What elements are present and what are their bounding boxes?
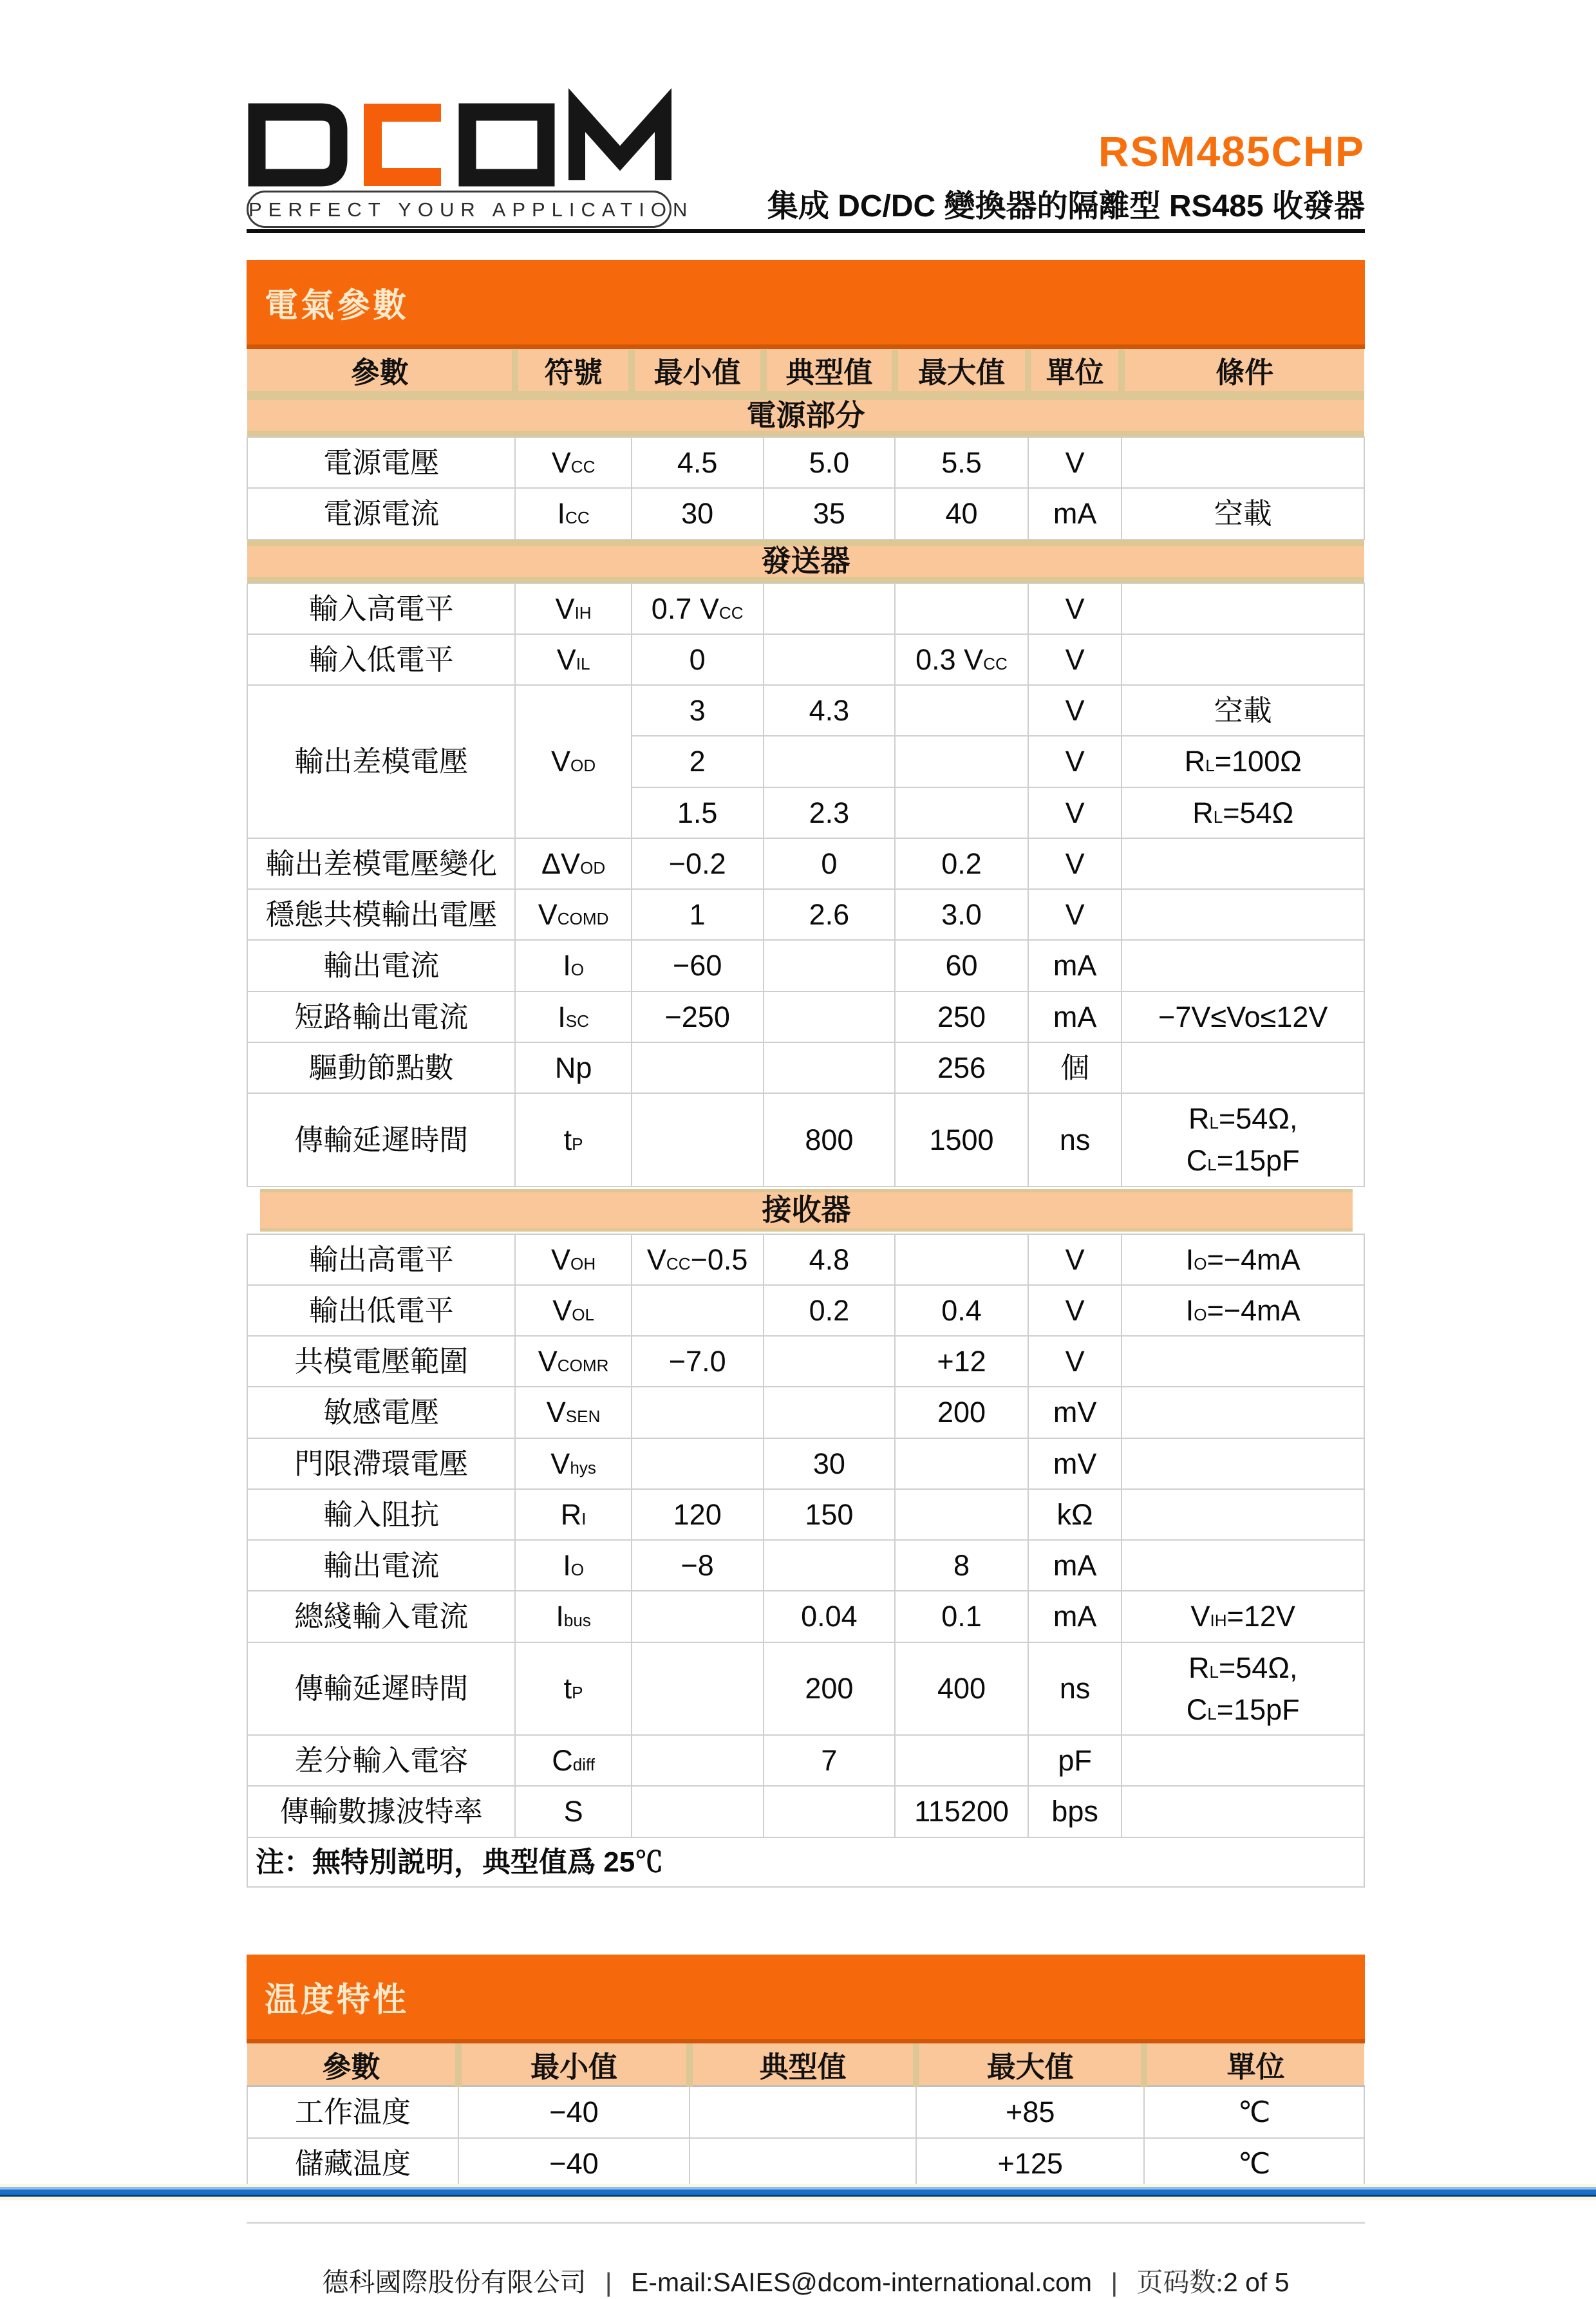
cell: 1500 (895, 1093, 1028, 1187)
header-right (767, 127, 1365, 228)
cell (632, 1042, 764, 1093)
cell: $R_I$ (515, 1489, 631, 1540)
electrical-title: 電氣參數 (265, 287, 409, 324)
cell: mA (1028, 940, 1122, 991)
electrical-table (247, 349, 1365, 1888)
table-row (247, 1336, 1364, 1387)
cell: 7 (764, 1735, 896, 1786)
cell: 40 (895, 488, 1028, 539)
table-row (247, 2138, 1364, 2189)
table-row (247, 1786, 1364, 1837)
cell: mA (1028, 1540, 1122, 1591)
footer-company: 德科國際股份有限公司 (322, 2267, 587, 2297)
footer-separator: | (605, 2267, 612, 2297)
cell (764, 1387, 896, 1438)
cell: $R_L=54\Omega$, $C_L=15pF$ (1122, 1093, 1364, 1187)
cell (895, 1438, 1028, 1489)
cell: ℃ (1144, 2138, 1364, 2189)
cell: $I_O=-4mA$ (1122, 1285, 1364, 1336)
cell: $V_{CC}$ (515, 437, 631, 488)
footer (247, 2261, 1365, 2299)
logo-letter-o (467, 112, 546, 178)
cell (764, 1336, 896, 1387)
table-note: 注：無特別説明，典型值爲 25℃ (247, 1837, 1364, 1888)
cell: 1 (632, 889, 764, 940)
table-row (247, 1387, 1364, 1438)
column-header: 單位 (1028, 349, 1122, 393)
table-row (247, 685, 1364, 736)
cell (895, 1735, 1028, 1786)
cell: 輸入阻抗 (247, 1489, 515, 1540)
cell: −40 (458, 2138, 690, 2189)
cell (895, 583, 1028, 634)
cell: −0.2 (632, 838, 764, 889)
cell: 8 (895, 1540, 1028, 1591)
page-title: 集成 DC/DC 變換器的隔離型 RS485 收發器 (767, 189, 1365, 223)
cell: 電源電流 (247, 488, 515, 539)
cell: +85 (916, 2087, 1144, 2138)
cell: $V_{CC}-0.5$ (632, 1234, 764, 1285)
page-content (247, 0, 1365, 2299)
cell: V (1028, 583, 1122, 634)
cell: 個 (1028, 1042, 1122, 1093)
cell: ns (1028, 1093, 1122, 1187)
cell: 0.04 (764, 1591, 896, 1642)
cell: $I_{bus}$ (515, 1591, 631, 1642)
cell (1122, 1042, 1364, 1093)
cell: 200 (895, 1387, 1028, 1438)
footer-email-label: E-mail: (630, 2267, 713, 2297)
cell: $t_P$ (515, 1642, 631, 1736)
cell: 電源電壓 (247, 437, 515, 488)
cell: S (515, 1786, 631, 1837)
cell: bps (1028, 1786, 1122, 1837)
cell: mA (1028, 488, 1122, 539)
cell: 穩態共模輸出電壓 (247, 889, 515, 940)
column-header-row (247, 2043, 1364, 2087)
cell: $\Delta V_{OD}$ (515, 838, 631, 889)
cell (1122, 940, 1364, 991)
cell: mV (1028, 1387, 1122, 1438)
logo-letter-m (577, 110, 663, 180)
cell: V (1028, 685, 1122, 736)
section-banner: 電源部分 (247, 393, 1364, 438)
table-row (247, 488, 1364, 539)
cell (632, 1642, 764, 1736)
cell: 空載 (1122, 685, 1364, 736)
table-row (247, 1285, 1364, 1336)
cell (764, 991, 896, 1042)
cell: 空載 (1122, 488, 1364, 539)
table-row (247, 1438, 1364, 1489)
column-header: 最大值 (916, 2043, 1144, 2087)
cell (1122, 1387, 1364, 1438)
cell (632, 1093, 764, 1187)
table-row (247, 1042, 1364, 1093)
cell: 800 (764, 1093, 896, 1187)
cell: 驅動節點數 (247, 1042, 515, 1093)
column-header-row (247, 349, 1364, 393)
column-header: 條件 (1122, 349, 1364, 393)
section-banner: 發送器 (247, 540, 1364, 583)
cell: mA (1028, 991, 1122, 1042)
logo-letter-d (257, 112, 339, 178)
section-row (247, 540, 1364, 583)
cell: V (1028, 437, 1122, 488)
cell (632, 1786, 764, 1837)
cell: −8 (632, 1540, 764, 1591)
cell: 4.3 (764, 685, 896, 736)
cell: 35 (764, 488, 896, 539)
column-header: 最小值 (632, 349, 764, 393)
cell: $V_{COMR}$ (515, 1336, 631, 1387)
cell: $I_O$ (515, 940, 631, 991)
table-row (247, 889, 1364, 940)
table-row (247, 1591, 1364, 1642)
cell (1122, 1735, 1364, 1786)
cell: −7V≤Vo≤12V (1122, 991, 1364, 1042)
cell: 0.2 (764, 1285, 896, 1336)
footer-page-number: 2 of 5 (1223, 2267, 1290, 2297)
temperature-table (247, 2043, 1365, 2190)
column-header: 符號 (515, 349, 631, 393)
cell: 250 (895, 991, 1028, 1042)
cell (632, 1285, 764, 1336)
cell (1122, 838, 1364, 889)
logo-tagline: PERFECT YOUR APPLICATION (247, 191, 671, 228)
cell (764, 634, 896, 685)
cell (1122, 1438, 1364, 1489)
cell: V (1028, 634, 1122, 685)
cell: 總綫輸入電流 (247, 1591, 515, 1642)
cell: ℃ (1144, 2087, 1364, 2138)
footer-email: SAIES@dcom-international.com (713, 2267, 1093, 2297)
cell (764, 583, 896, 634)
cell: V (1028, 889, 1122, 940)
cell: V (1028, 1336, 1122, 1387)
cell: $R_L=54\Omega$ (1122, 787, 1364, 838)
cell: $V_{IH}=12V$ (1122, 1591, 1364, 1642)
cell: $I_O$ (515, 1540, 631, 1591)
cell: V (1028, 838, 1122, 889)
table-row (247, 1234, 1364, 1285)
cell (1122, 889, 1364, 940)
table-row (247, 991, 1364, 1042)
cell (1122, 1540, 1364, 1591)
cell: 2.3 (764, 787, 896, 838)
cell: 3.0 (895, 889, 1028, 940)
cell: $V_{SEN}$ (515, 1387, 631, 1438)
cell: 差分輸入電容 (247, 1735, 515, 1786)
cell: 1.5 (632, 787, 764, 838)
cell: 傳輸數據波特率 (247, 1786, 515, 1837)
column-header: 最大值 (895, 349, 1028, 393)
cell (1122, 1336, 1364, 1387)
cell: 0.3 $V_{CC}$ (895, 634, 1028, 685)
cell: 輸出電流 (247, 1540, 515, 1591)
cell: 0 (632, 634, 764, 685)
cell (764, 736, 896, 787)
cell (764, 1540, 896, 1591)
cell: 60 (895, 940, 1028, 991)
cell: $V_{OL}$ (515, 1285, 631, 1336)
electrical-title-banner (247, 260, 1365, 349)
footer-divider (247, 2222, 1365, 2224)
cell: 4.8 (764, 1234, 896, 1285)
cell (690, 2087, 916, 2138)
cell: 短路輸出電流 (247, 991, 515, 1042)
table-row (247, 838, 1364, 889)
cell: +12 (895, 1336, 1028, 1387)
cell: 256 (895, 1042, 1028, 1093)
cell: 2 (632, 736, 764, 787)
table-row (247, 1489, 1364, 1540)
cell (632, 1591, 764, 1642)
table-row (247, 1540, 1364, 1591)
table-row (247, 1735, 1364, 1786)
cell: $R_L=54\Omega$, $C_L=15pF$ (1122, 1642, 1364, 1736)
cell: 0.7 $V_{CC}$ (632, 583, 764, 634)
cell: 2.6 (764, 889, 896, 940)
cell: 輸出低電平 (247, 1285, 515, 1336)
temperature-title-banner (247, 1955, 1365, 2043)
cell: −60 (632, 940, 764, 991)
cell (764, 1786, 896, 1837)
dcom-logo-mark (247, 103, 671, 187)
cell (632, 1438, 764, 1489)
cell: 輸入低電平 (247, 634, 515, 685)
cell: 0.1 (895, 1591, 1028, 1642)
section-row (247, 393, 1364, 438)
cell (895, 685, 1028, 736)
cell: −7.0 (632, 1336, 764, 1387)
cell: 4.5 (632, 437, 764, 488)
product-name: RSM485CHP (1098, 127, 1365, 175)
cell: 輸出電流 (247, 940, 515, 991)
temperature-section (247, 1955, 1365, 2190)
table-row (247, 634, 1364, 685)
cell: 5.0 (764, 437, 896, 488)
cell: $I_{SC}$ (515, 991, 631, 1042)
cell (764, 940, 896, 991)
cell: Np (515, 1042, 631, 1093)
column-header: 參數 (247, 2043, 458, 2087)
column-header: 典型值 (690, 2043, 916, 2087)
cell: 30 (632, 488, 764, 539)
cell: $C_{diff}$ (515, 1735, 631, 1786)
cell (895, 1234, 1028, 1285)
cell: 共模電壓範圍 (247, 1336, 515, 1387)
cell: V (1028, 1234, 1122, 1285)
footer-separator: | (1111, 2267, 1118, 2297)
column-header: 參數 (247, 349, 515, 393)
cell: 工作温度 (247, 2087, 458, 2138)
cell: $I_{CC}$ (515, 488, 631, 539)
cell: 30 (764, 1438, 896, 1489)
header (247, 103, 1365, 233)
cell: 0 (764, 838, 896, 889)
cell: $V_{OH}$ (515, 1234, 631, 1285)
table-row (247, 940, 1364, 991)
cell: −250 (632, 991, 764, 1042)
cell: $V_{IH}$ (515, 583, 631, 634)
cell (632, 1387, 764, 1438)
cell: 5.5 (895, 437, 1028, 488)
cell (895, 1489, 1028, 1540)
column-header: 最小值 (458, 2043, 690, 2087)
cell (632, 1735, 764, 1786)
temperature-title: 温度特性 (265, 1982, 409, 2020)
cell: 0.2 (895, 838, 1028, 889)
cell: $t_P$ (515, 1093, 631, 1187)
cell: 儲藏温度 (247, 2138, 458, 2189)
cell (895, 736, 1028, 787)
table-row (247, 2087, 1364, 2138)
cell: V (1028, 1285, 1122, 1336)
table-row (247, 1093, 1364, 1187)
cell (895, 787, 1028, 838)
cell: 輸出差模電壓 (247, 685, 515, 838)
cell: −40 (458, 2087, 690, 2138)
cell: 傳輸延遲時間 (247, 1642, 515, 1736)
cell: 輸入高電平 (247, 583, 515, 634)
table-row (247, 437, 1364, 488)
cell: 3 (632, 685, 764, 736)
cell: 敏感電壓 (247, 1387, 515, 1438)
electrical-parameters-section (247, 260, 1365, 1888)
cell: 輸出差模電壓變化 (247, 838, 515, 889)
cell: mV (1028, 1438, 1122, 1489)
cell: 200 (764, 1642, 896, 1736)
cell: $I_O=-4mA$ (1122, 1234, 1364, 1285)
cell: 門限滯環電壓 (247, 1438, 515, 1489)
cell: 400 (895, 1642, 1028, 1736)
cell (1122, 634, 1364, 685)
cell: mA (1028, 1591, 1122, 1642)
cell (1122, 437, 1364, 488)
cell: 0.4 (895, 1285, 1028, 1336)
cell (1122, 1489, 1364, 1540)
table-row (247, 583, 1364, 634)
cell: $V_{hys}$ (515, 1438, 631, 1489)
cell: +125 (916, 2138, 1144, 2189)
cell: 120 (632, 1489, 764, 1540)
cell (690, 2138, 916, 2189)
cell: ns (1028, 1642, 1122, 1736)
cell: $V_{COMD}$ (515, 889, 631, 940)
table-row (247, 1642, 1364, 1736)
footer-page-label: 页码数: (1136, 2267, 1223, 2297)
cell (764, 1042, 896, 1093)
cell: V (1028, 787, 1122, 838)
section-row (247, 1187, 1364, 1234)
cell: kΩ (1028, 1489, 1122, 1540)
dcom-logo (247, 103, 694, 228)
column-header: 單位 (1144, 2043, 1364, 2087)
cell: V (1028, 736, 1122, 787)
cell (1122, 583, 1364, 634)
cell: $V_{IL}$ (515, 634, 631, 685)
cell: 150 (764, 1489, 896, 1540)
page-break-line (0, 2184, 1596, 2200)
cell: $R_L=100\Omega$ (1122, 736, 1364, 787)
cell: $V_{OD}$ (515, 685, 631, 838)
note-row (247, 1837, 1364, 1888)
logo-letter-c (373, 113, 441, 177)
cell: 115200 (895, 1786, 1028, 1837)
section-banner: 接收器 (247, 1187, 1364, 1234)
cell: 輸出高電平 (247, 1234, 515, 1285)
cell (1122, 1786, 1364, 1837)
cell: pF (1028, 1735, 1122, 1786)
cell: 傳輸延遲時間 (247, 1093, 515, 1187)
column-header: 典型值 (764, 349, 896, 393)
